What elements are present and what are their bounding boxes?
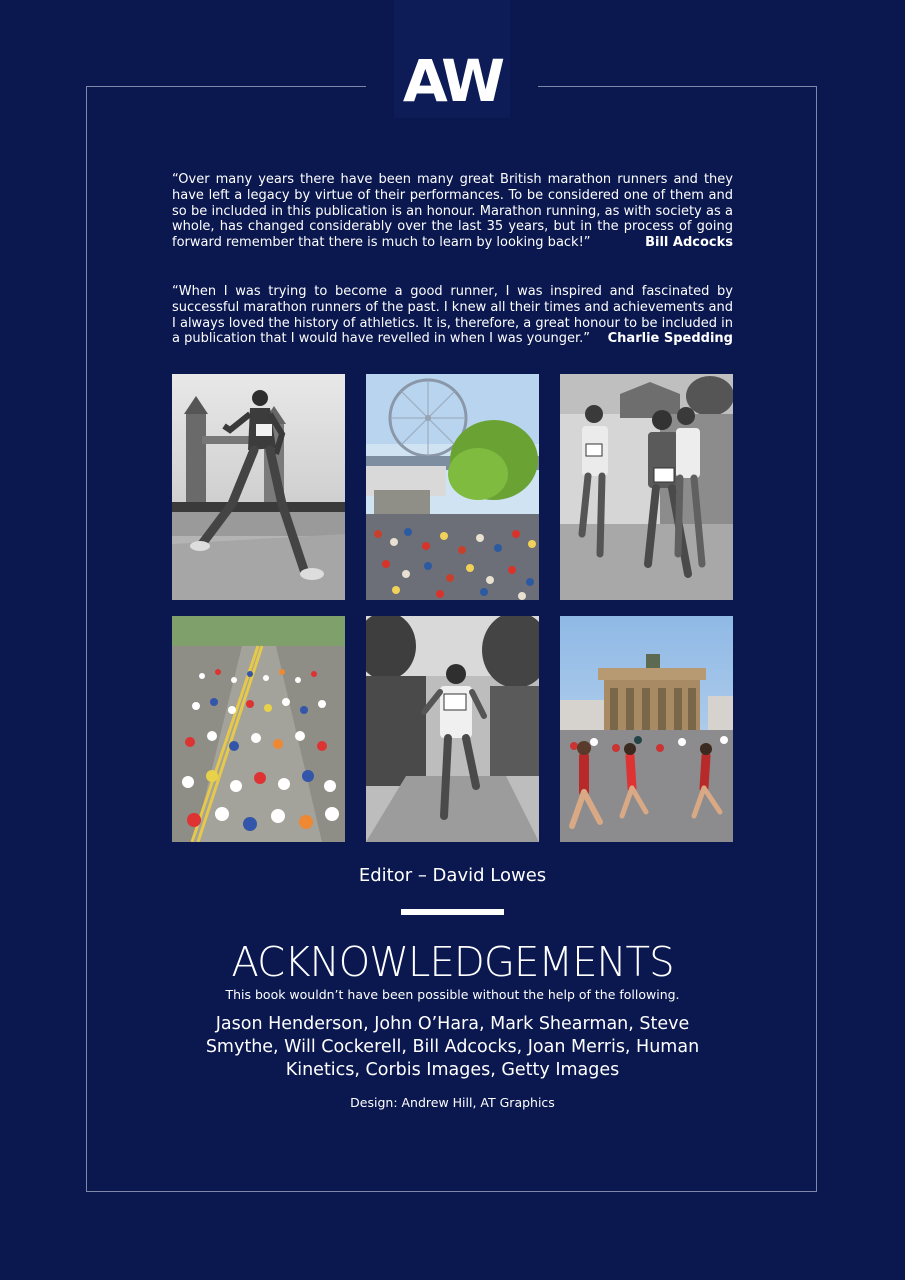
- quote-bill-adcocks: [172, 172, 733, 251]
- aw-logo: AW: [402, 47, 502, 115]
- quote-charlie-spedding: [172, 284, 733, 347]
- photo-vintage-runner-crowd: [366, 616, 539, 842]
- quote-author: Charlie Spedding: [607, 331, 733, 347]
- photo-mass-start: [172, 616, 345, 842]
- quote-text: “When I was trying to become a good runner, I was inspired and fascinated by successful marathon runners of the past. I knew all their times and achievements and I always loved the history of athletics. It is, therefore, a great honour to be included in a publication that I would have revelled in when I was younger.”: [172, 284, 733, 347]
- divider-rule: [401, 909, 504, 915]
- photo-vintage-runners: [560, 374, 733, 600]
- editor-credit: Editor – David Lowes: [358, 865, 547, 886]
- quote-text: “Over many years there have been many great British marathon runners and they have left a legacy by virtue of their performances. To be considered one of them and so be included in this publication is an honour. Marathon running, as with society as a whole, has changed considerably over the last 35 years, but in the process of going forward remember that there is much to learn by looking back!”: [172, 172, 733, 251]
- acknowledgements-subtitle: This book wouldn’t have been possible without the help of the following.: [225, 987, 680, 1002]
- acknowledgements-names: Jason Henderson, John O’Hara, Mark Shearman, Steve Smythe, Will Cockerell, Bill Adcocks, Joan Merris, Human Kinetics, Corbis Images, Getty Images: [205, 1014, 700, 1080]
- design-credit: Design: Andrew Hill, AT Graphics: [350, 1095, 555, 1110]
- photo-brandenburg-gate: [560, 616, 733, 842]
- acknowledgements-title: ACKNOWLEDGEMENTS: [231, 938, 674, 986]
- photo-runner-tower-bridge: [172, 374, 345, 600]
- photo-london-eye-crowd: [366, 374, 539, 600]
- quote-author: Bill Adcocks: [645, 235, 733, 251]
